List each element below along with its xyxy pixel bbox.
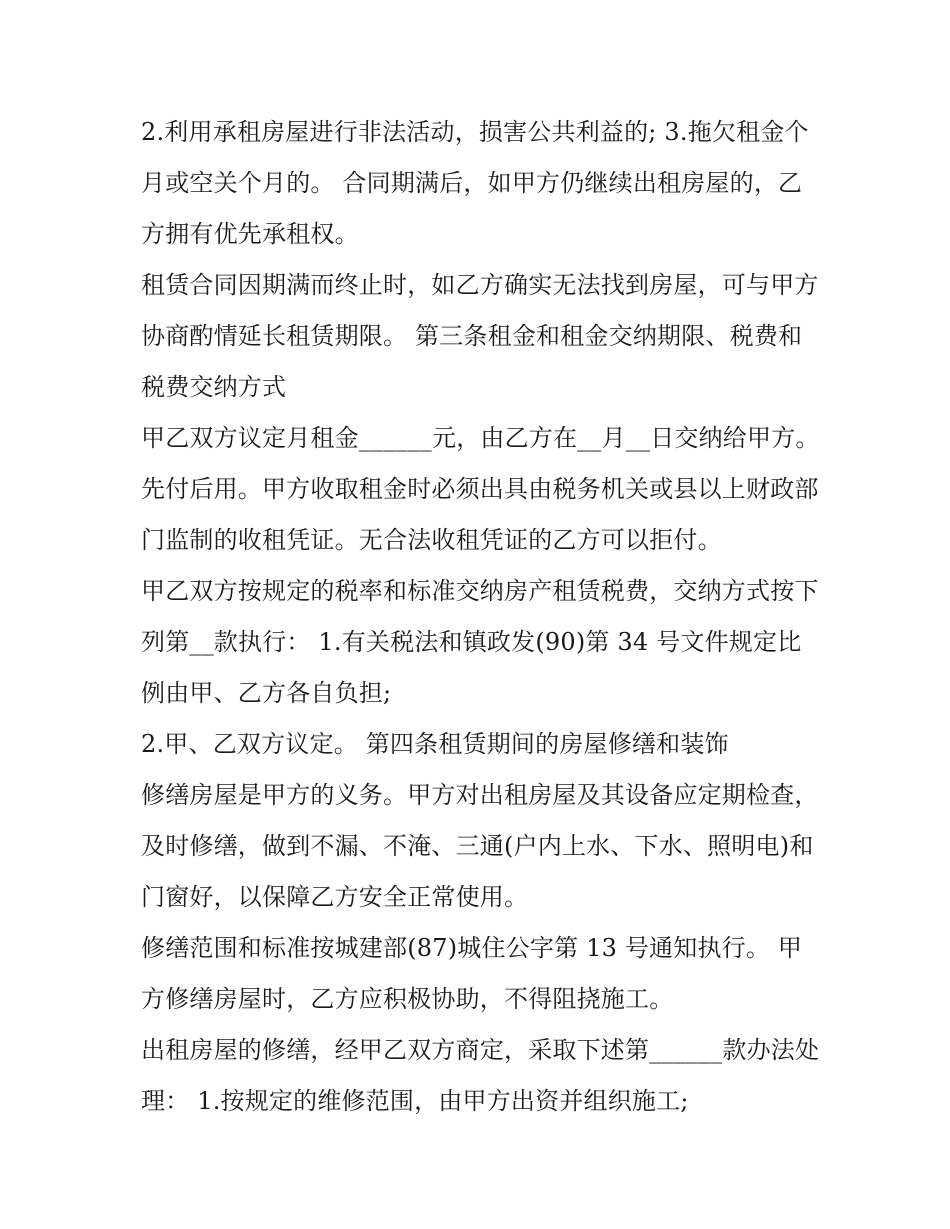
paragraph-3: 甲乙双方议定月租金______元，由乙方在__月__日交纳给甲方。先付后用。甲方收取租金时必须出具由税务机关或县以上财政部门监制的收租凭证。无合法收租凭证的乙方可以拒付。 [141,424,820,554]
paragraph-7: 修缮范围和标准按城建部(87)城住公字第 13 号通知执行。 甲方修缮房屋时，乙方应积极协助，不得阻挠施工。 [141,934,803,1013]
paragraph-1: 2.利用承租房屋进行非法活动，损害公共利益的; 3.拖欠租金个月或空关个月的。 合同期满后，如甲方仍继续出租房屋的，乙方拥有优先承租权。 [141,118,809,248]
document-body [141,107,821,1127]
paragraph-8: 出租房屋的修缮，经甲乙双方商定，采取下述第______款办法处理： 1.按规定的维修范围，由甲方出资并组织施工; [141,1036,820,1115]
paragraph-6: 修缮房屋是甲方的义务。甲方对出租房屋及其设备应定期检查，及时修缮，做到不漏、不淹、三通(户内上水、下水、照明电)和门窗好，以保障乙方安全正常使用。 [141,781,819,911]
paragraph-5: 2.甲、乙双方议定。 第四条租赁期间的房屋修缮和装饰 [141,730,729,758]
paragraph-4: 甲乙双方按规定的税率和标准交纳房产租赁税费，交纳方式按下列第__款执行： 1.有关税法和镇政发(90)第 34 号文件规定比例由甲、乙方各自负担; [141,577,819,707]
paragraph-2: 租赁合同因期满而终止时，如乙方确实无法找到房屋，可与甲方协商酌情延长租赁期限。 第三条租金和租金交纳期限、税费和税费交纳方式 [141,271,819,401]
